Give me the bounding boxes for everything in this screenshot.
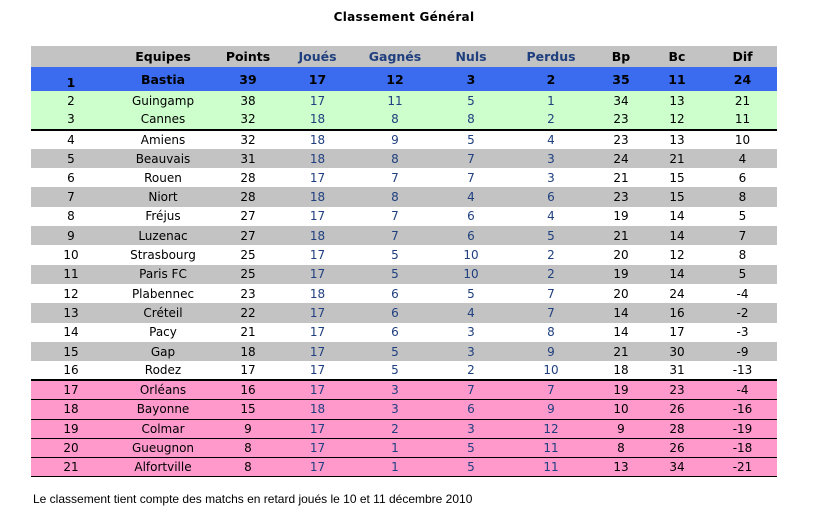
cell-team: Orléans <box>111 380 215 399</box>
cell-lost: 3 <box>547 170 555 185</box>
cell-rank: 18 <box>31 400 111 419</box>
cell-rank: 7 <box>67 190 75 205</box>
table-row <box>31 168 777 187</box>
cell-drawn: 7 <box>467 151 475 166</box>
cell-goals-for: 35 <box>612 71 630 87</box>
cell-diff: -4 <box>708 380 777 399</box>
cell-rank: 2 <box>67 93 75 108</box>
cell-drawn: 3 <box>467 325 475 340</box>
cell-team: Créteil <box>143 305 183 320</box>
header-points: Points <box>225 49 271 64</box>
cell-diff: 4 <box>738 151 747 166</box>
cell-played: 18 <box>281 400 354 419</box>
cell-played: 17 <box>309 344 326 359</box>
cell-diff: 6 <box>738 170 747 185</box>
cell-lost: 4 <box>547 209 555 224</box>
table-row <box>31 342 777 361</box>
cell-team: Alfortville <box>111 458 215 477</box>
cell-rank: 15 <box>63 344 79 359</box>
cell-won: 1 <box>354 438 436 457</box>
cell-won: 8 <box>354 110 436 129</box>
cell-team: Amiens <box>140 132 186 147</box>
cell-goals-against: 13 <box>669 93 685 108</box>
cell-team: Strasbourg <box>130 248 196 263</box>
cell-lost: 7 <box>547 286 555 301</box>
cell-played: 17 <box>309 170 326 185</box>
table-row <box>31 91 777 110</box>
cell-diff: -21 <box>708 458 777 477</box>
cell-drawn: 5 <box>467 93 475 108</box>
cell-won: 8 <box>391 190 399 205</box>
cell-won: 6 <box>391 325 399 340</box>
header-drawn: Nuls <box>455 49 487 64</box>
cell-points: 18 <box>240 344 256 359</box>
cell-played: 17 <box>309 209 326 224</box>
cell-team: Bayonne <box>111 400 215 419</box>
header-team: Equipes <box>135 49 191 64</box>
footnote: Le classement tient compte des matchs en retard joués le 10 et 11 décembre 2010 <box>33 492 473 506</box>
cell-played: 17 <box>309 93 326 108</box>
cell-goals-for: 8 <box>596 438 646 457</box>
cell-team: Gueugnon <box>111 438 215 457</box>
cell-goals-for: 13 <box>596 458 646 477</box>
cell-played: 18 <box>309 286 326 301</box>
cell-goals-against: 30 <box>669 344 685 359</box>
cell-rank: 9 <box>67 228 75 243</box>
cell-goals-for: 23 <box>596 110 646 129</box>
cell-drawn: 4 <box>467 190 475 205</box>
cell-won: 11 <box>387 93 403 108</box>
cell-points: 27 <box>240 209 256 224</box>
cell-points: 15 <box>215 400 281 419</box>
cell-goals-against: 16 <box>669 305 685 320</box>
cell-diff: 11 <box>708 110 777 129</box>
cell-won: 5 <box>391 344 399 359</box>
cell-drawn: 5 <box>467 286 475 301</box>
table-row <box>31 130 777 149</box>
cell-drawn: 6 <box>436 400 506 419</box>
cell-drawn: 10 <box>463 248 479 263</box>
cell-goals-against: 24 <box>669 286 685 301</box>
cell-won: 7 <box>391 170 399 185</box>
cell-played: 18 <box>309 151 326 166</box>
cell-goals-for: 19 <box>613 267 629 282</box>
cell-goals-for: 34 <box>613 93 629 108</box>
cell-drawn: 3 <box>466 71 476 87</box>
cell-points: 25 <box>240 267 256 282</box>
cell-rank: 5 <box>67 151 75 166</box>
cell-won: 6 <box>391 305 399 320</box>
cell-goals-for: 20 <box>613 286 629 301</box>
cell-goals-against: 34 <box>646 458 708 477</box>
cell-played: 17 <box>309 305 326 320</box>
cell-diff: -16 <box>708 400 777 419</box>
table-row <box>31 149 777 168</box>
cell-lost: 8 <box>547 325 555 340</box>
cell-rank: 14 <box>63 325 79 340</box>
cell-lost: 11 <box>506 438 596 457</box>
cell-goals-against: 23 <box>646 380 708 399</box>
cell-lost: 2 <box>547 248 555 263</box>
cell-played: 17 <box>281 419 354 438</box>
table-row <box>31 284 777 303</box>
cell-diff: -18 <box>708 438 777 457</box>
cell-team: Rouen <box>144 170 182 185</box>
cell-goals-for: 14 <box>613 305 629 320</box>
cell-points: 32 <box>215 110 281 129</box>
table-row <box>31 265 777 284</box>
cell-rank: 8 <box>67 209 75 224</box>
cell-drawn: 10 <box>463 267 479 282</box>
cell-points: 38 <box>240 93 256 108</box>
cell-played: 17 <box>281 361 354 380</box>
header-goals-against: Bc <box>668 49 686 64</box>
cell-goals-against: 15 <box>669 170 685 185</box>
cell-won: 3 <box>354 380 436 399</box>
cell-goals-against: 13 <box>669 132 685 147</box>
cell-points: 22 <box>240 305 256 320</box>
cell-drawn: 5 <box>436 458 506 477</box>
table-row <box>31 438 777 457</box>
cell-points: 31 <box>240 151 256 166</box>
header-lost: Perdus <box>526 49 576 64</box>
cell-drawn: 3 <box>436 419 506 438</box>
cell-played: 18 <box>309 228 326 243</box>
cell-goals-against: 21 <box>669 151 685 166</box>
table-row <box>31 187 777 206</box>
cell-team: Pacy <box>149 325 177 340</box>
cell-lost: 6 <box>547 190 555 205</box>
cell-points: 21 <box>240 325 256 340</box>
cell-played: 17 <box>281 438 354 457</box>
cell-goals-against: 17 <box>669 325 685 340</box>
cell-lost: 5 <box>547 228 555 243</box>
cell-goals-against: 12 <box>669 248 685 263</box>
table-row <box>31 303 777 322</box>
cell-goals-against: 31 <box>646 361 708 380</box>
cell-lost: 10 <box>506 361 596 380</box>
cell-lost: 2 <box>546 71 556 87</box>
table-header-row <box>31 46 777 67</box>
cell-drawn: 7 <box>436 380 506 399</box>
cell-lost: 3 <box>547 151 555 166</box>
cell-goals-for: 20 <box>613 248 629 263</box>
cell-rank: 3 <box>31 110 111 129</box>
cell-points: 17 <box>215 361 281 380</box>
cell-won: 7 <box>391 209 399 224</box>
cell-played: 17 <box>308 71 327 87</box>
table-row <box>31 380 777 399</box>
page-title: Classement Général <box>333 10 475 24</box>
cell-diff: 10 <box>734 132 751 147</box>
cell-points: 9 <box>215 419 281 438</box>
cell-won: 5 <box>391 267 399 282</box>
cell-goals-against: 28 <box>646 419 708 438</box>
cell-points: 32 <box>240 132 256 147</box>
cell-played: 18 <box>309 190 326 205</box>
cell-won: 6 <box>391 286 399 301</box>
cell-goals-against: 15 <box>669 190 685 205</box>
cell-lost: 2 <box>506 110 596 129</box>
cell-goals-for: 19 <box>596 380 646 399</box>
cell-won: 9 <box>391 132 399 147</box>
cell-rank: 21 <box>31 458 111 477</box>
header-played: Joués <box>298 49 337 64</box>
cell-lost: 2 <box>547 267 555 282</box>
cell-goals-against: 26 <box>646 400 708 419</box>
cell-played: 17 <box>309 248 326 263</box>
cell-points: 28 <box>240 190 256 205</box>
cell-rank: 20 <box>31 438 111 457</box>
header-goals-for: Bp <box>611 49 631 64</box>
cell-drawn: 3 <box>467 344 475 359</box>
cell-team: Plabennec <box>131 286 195 301</box>
table-row <box>31 400 777 419</box>
cell-points: 25 <box>240 248 256 263</box>
cell-lost: 12 <box>506 419 596 438</box>
cell-diff: -3 <box>736 325 749 340</box>
cell-points: 39 <box>239 71 257 87</box>
table-row <box>31 361 777 380</box>
cell-goals-for: 23 <box>613 190 629 205</box>
cell-team: Fréjus <box>145 209 181 224</box>
header-won: Gagnés <box>368 49 422 64</box>
cell-drawn: 5 <box>467 132 475 147</box>
cell-goals-against: 14 <box>669 267 685 282</box>
cell-goals-for: 18 <box>596 361 646 380</box>
cell-rank: 6 <box>67 170 75 185</box>
cell-goals-for: 14 <box>613 325 629 340</box>
cell-played: 17 <box>281 380 354 399</box>
cell-diff: 7 <box>738 228 747 243</box>
cell-rank: 4 <box>67 132 75 147</box>
cell-team: Niort <box>148 190 178 205</box>
cell-drawn: 4 <box>467 305 475 320</box>
cell-team: Bastia <box>140 71 186 87</box>
cell-team: Beauvais <box>135 151 191 166</box>
cell-points: 27 <box>240 228 256 243</box>
cell-rank: 10 <box>63 248 79 263</box>
cell-lost: 9 <box>506 400 596 419</box>
cell-diff: -19 <box>708 419 777 438</box>
table-row <box>31 323 777 342</box>
cell-goals-against: 12 <box>646 110 708 129</box>
cell-won: 8 <box>391 151 399 166</box>
cell-goals-for: 21 <box>613 228 629 243</box>
cell-lost: 4 <box>547 132 555 147</box>
cell-played: 18 <box>281 110 354 129</box>
cell-rank: 1 <box>66 75 76 90</box>
cell-drawn: 6 <box>467 209 475 224</box>
table-row <box>31 207 777 226</box>
cell-goals-for: 23 <box>613 132 629 147</box>
cell-team: Luzenac <box>138 228 188 243</box>
cell-points: 28 <box>240 170 256 185</box>
cell-team: Cannes <box>111 110 215 129</box>
cell-goals-against: 14 <box>669 209 685 224</box>
cell-lost: 7 <box>506 380 596 399</box>
cell-rank: 17 <box>31 380 111 399</box>
cell-goals-against: 11 <box>668 71 686 87</box>
cell-rank: 19 <box>31 419 111 438</box>
cell-goals-for: 21 <box>613 344 629 359</box>
cell-diff: -9 <box>736 344 749 359</box>
cell-goals-for: 10 <box>596 400 646 419</box>
cell-played: 17 <box>309 267 326 282</box>
cell-diff: 21 <box>734 93 751 108</box>
cell-drawn: 6 <box>467 228 475 243</box>
cell-won: 2 <box>354 419 436 438</box>
cell-played: 17 <box>281 458 354 477</box>
cell-points: 8 <box>215 438 281 457</box>
cell-team: Guingamp <box>131 93 195 108</box>
cell-won: 3 <box>354 400 436 419</box>
cell-goals-against: 14 <box>669 228 685 243</box>
standings-table <box>31 46 777 477</box>
cell-team: Paris FC <box>139 267 187 282</box>
cell-diff: -13 <box>708 361 777 380</box>
cell-lost: 11 <box>506 458 596 477</box>
cell-goals-for: 21 <box>613 170 629 185</box>
table-row <box>31 110 777 129</box>
table-row <box>31 226 777 245</box>
table-row <box>31 67 777 91</box>
cell-rank: 13 <box>63 305 79 320</box>
cell-drawn: 5 <box>436 438 506 457</box>
cell-rank: 16 <box>31 361 111 380</box>
cell-rank: 12 <box>63 286 79 301</box>
header-rank <box>31 46 111 67</box>
cell-diff: -4 <box>736 286 749 301</box>
cell-diff: 24 <box>733 71 752 87</box>
table-row <box>31 458 777 477</box>
cell-rank: 11 <box>63 267 79 282</box>
cell-team: Rodez <box>111 361 215 380</box>
header-diff: Dif <box>732 49 753 64</box>
cell-drawn: 2 <box>436 361 506 380</box>
cell-points: 16 <box>215 380 281 399</box>
cell-goals-against: 26 <box>646 438 708 457</box>
cell-points: 8 <box>215 458 281 477</box>
cell-won: 5 <box>354 361 436 380</box>
table-row <box>31 245 777 264</box>
cell-goals-for: 19 <box>613 209 629 224</box>
cell-lost: 1 <box>547 93 555 108</box>
cell-won: 12 <box>386 71 404 87</box>
cell-drawn: 7 <box>467 170 475 185</box>
cell-team: Colmar <box>111 419 215 438</box>
cell-diff: -2 <box>736 305 749 320</box>
cell-team: Gap <box>150 344 176 359</box>
cell-lost: 7 <box>547 305 555 320</box>
cell-lost: 9 <box>547 344 555 359</box>
cell-drawn: 8 <box>436 110 506 129</box>
cell-points: 23 <box>240 286 256 301</box>
cell-won: 1 <box>354 458 436 477</box>
cell-diff: 8 <box>738 248 747 263</box>
cell-played: 18 <box>309 132 326 147</box>
cell-goals-for: 24 <box>613 151 629 166</box>
table-row <box>31 419 777 438</box>
cell-won: 5 <box>391 248 399 263</box>
cell-goals-for: 9 <box>596 419 646 438</box>
cell-played: 17 <box>309 325 326 340</box>
cell-diff: 5 <box>738 209 747 224</box>
cell-diff: 5 <box>738 267 747 282</box>
cell-diff: 8 <box>738 190 747 205</box>
cell-won: 7 <box>391 228 399 243</box>
